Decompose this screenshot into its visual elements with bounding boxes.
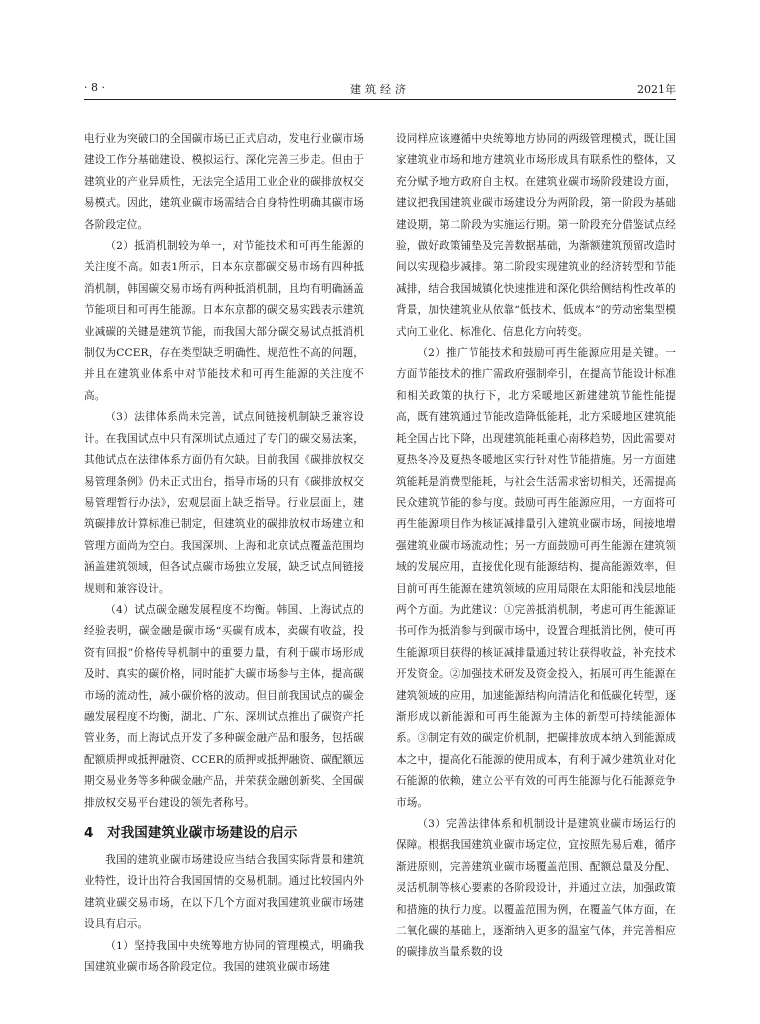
paragraph: （2）推广节能技术和鼓励可再生能源应用是关键。一方面节能技术的推广需政府强制牵引，在提高节能设计标准和相关政策的执行下，北方采暖地区新建建筑节能性能提高，既有建筑通过节能改造降低能耗，北方采暖地区建筑能耗全国占比下降，出现建筑能耗重心南移趋势，因此需要对夏热冬冷及夏热冬暖地区实行针对性节能措施。另一方面建筑能耗是消费型能耗，与社会生活需求密切相关，还需提高民众建筑节能的参与度。鼓励可再生能源应用，一方面将可再生能源项目作为核证减排量引入建筑业碳市场，间接地增强建筑业碳市场流动性；另一方面鼓励可再生能源在建筑领域的发展应用，直接优化现有能源结构、提高能源效率，但目前可再生能源在建筑领域的应用局限在太阳能和浅层地能两个方面。为此建议：①完善抵消机制，考虑可再生能源证书可作为抵消参与到碳市场中，设置合理抵消比例，使可再生能源项目获得的核证减排量通过转让获得收益，补充技术开发资金。②加强技术研发及资金投入，拓展可再生能源在建筑领域的应用，加速能源结构向清洁化和低碳化转型，逐渐形成以新能源和可再生能源为主体的新型可持续能源体系。③制定有效的碳定价机制，把碳排放成本纳入到能源成本之中，提高化石能源的使用成本，有利于减少建筑业对化石能源的依赖，建立公平有效的可再生能源与化石能源竞争市场。 — [396, 347, 676, 809]
right-column — [396, 129, 676, 964]
paragraph: 电行业为突破口的全国碳市场已正式启动，发电行业碳市场建设工作分基础建设、模拟运行、深化完善三步走。但由于建筑业的产业异质性，无法完全适用工业企业的碳排放权交易模式。因此，建筑业碳市场需结合自身特性明确其碳市场各阶段定位。 — [84, 133, 364, 231]
paragraph: （2）抵消机制较为单一，对节能技术和可再生能源的关注度不高。如表1所示，日本东京都碳交易市场有四种抵消机制，韩国碳交易市场有两种抵消机制，且均有明确涵盖节能项目和可再生能源。日本东京都的碳交易实践表示建筑业减碳的关键是建筑节能，而我国大部分碳交易试点抵消机制仅为CCER，存在类型缺乏明确性、规范性不高的问题，并且在建筑业体系中对节能技术和可再生能源的关注度不高。 — [84, 240, 364, 402]
paragraph: （1）坚持我国中央统筹地方协同的管理模式，明确我国建筑业碳市场各阶段定位。我国的建筑业碳市场建 — [84, 939, 364, 974]
running-header — [84, 77, 676, 100]
paragraph: 设同样应该遵循中央统筹地方协同的两级管理模式，既让国家建筑业市场和地方建筑业市场形成具有联系性的整体，又充分赋予地方政府自主权。在建筑业碳市场阶段建设方面，建议把我国建筑业碳市场建设分为两阶段，第一阶段为基础建设期，第二阶段为实施运行期。第一阶段充分借鉴试点经验，做好政策铺垫及完善数据基础，为渐额建筑预留改造时间以实现稳步减排。第二阶段实现建筑业的经济转型和节能减排，结合我国城镇化快速推进和深化供给侧结构性改革的背景，加快建筑业从依靠“低技术、低成本”的劳动密集型模式向工业化、标准化、信息化方向转变。 — [396, 133, 676, 338]
left-column — [84, 129, 364, 978]
page-number: · 8 · — [84, 81, 105, 94]
section-heading: 4 对我国建筑业碳市场建设的启示 — [84, 825, 298, 841]
paragraph: （4）试点碳金融发展程度不均衡。韩国、上海试点的经验表明，碳金融是碳市场“买碳有成本，卖碳有收益，投资有回报”价格传导机制中的重要力量，有利于碳市场形成及时、真实的碳价格，同时能扩大碳市场参与主体，提高碳市场的流动性，减小碳价格的波动。但目前我国试点的碳金融发展程度不均衡，湖北、广东、深圳试点推出了碳资产托管业务，而上海试点开发了多种碳金融产品和服务，包括碳配额质押或抵押融资、CCER的质押或抵押融资、碳配额远期交易业务等多种碳金融产品，并荣获金融创新奖、全国碳排放权交易平台建设的领先者称号。 — [84, 603, 364, 809]
paragraph: （3）法律体系尚未完善，试点间链接机制缺乏兼容设计。在我国试点中只有深圳试点通过了专门的碳交易法案，其他试点在法律体系方面仍有欠缺。目前我国《碳排放权交易管理条例》仍未正式出台，指导市场的只有《碳排放权交易管理暂行办法》，宏观层面上缺乏指导。行业层面上，建筑碳排放计算标准已制定，但建筑业的碳排放权市场建立和管理方面尚为空白。我国深圳、上海和北京试点覆盖范围均涵盖建筑领域，但各试点碳市场独立发展，缺乏试点间链接规则和兼容设计。 — [84, 411, 364, 595]
paragraph: 我国的建筑业碳市场建设应当结合我国实际背景和建筑业特性，设计出符合我国国情的交易机制。通过比较国内外建筑业碳交易市场，在以下几个方面对我国建筑业碳市场建设具有启示。 — [84, 854, 364, 931]
issue-year: 2021年 — [637, 83, 676, 96]
paragraph: （3）完善法律体系和机制设计是建筑业碳市场运行的保障。根据我国建筑业碳市场定位，宜按照先易后难，循序渐进原则，完善建筑业碳市场覆盖范围、配额总量及分配、灵活机制等核心要素的各阶段设计，并通过立法，加强政策和措施的执行力度。以覆盖范围为例，在覆盖气体方面，在二氧化碳的基础上，逐渐纳入更多的温室气体，并完善相应的碳排放当量系数的设 — [396, 818, 676, 959]
journal-title: 建筑经济 — [350, 83, 410, 96]
